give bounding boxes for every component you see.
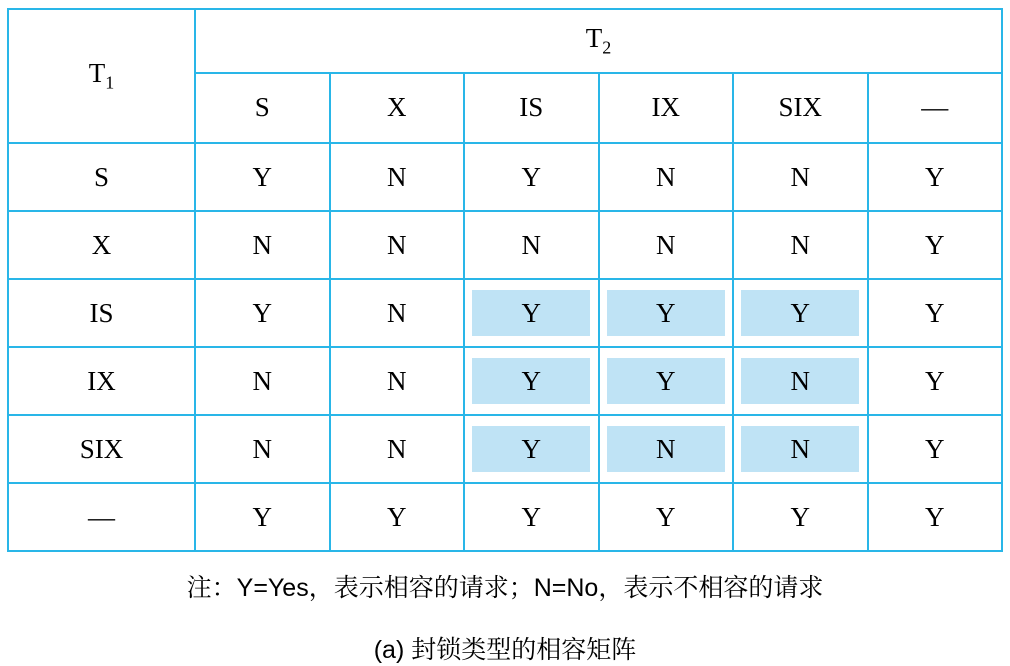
cell-none-none: Y [868,483,1003,551]
cell-s-x: N [330,143,465,211]
cell-x-s: N [195,211,330,279]
cell-is-is [464,279,599,347]
highlighted-value: Y [741,290,859,336]
cell-ix-none: Y [868,347,1003,415]
table-row [8,211,1002,279]
cell-none-is: Y [464,483,599,551]
cell-six-six [733,415,868,483]
lock-compatibility-matrix [7,8,1003,552]
cell-ix-s: N [195,347,330,415]
cell-ix-x: N [330,347,465,415]
cell-is-none: Y [868,279,1003,347]
column-header-none: — [868,73,1003,143]
cell-x-none: Y [868,211,1003,279]
cell-six-s: N [195,415,330,483]
highlighted-value: Y [607,358,725,404]
cell-six-x: N [330,415,465,483]
column-axis-label-subscript: 2 [602,37,612,58]
column-header-is: IS [464,73,599,143]
cell-x-x: N [330,211,465,279]
column-header-six: SIX [733,73,868,143]
cell-ix-ix [599,347,734,415]
row-axis-label-subscript: 1 [105,72,115,93]
highlighted-value: Y [607,290,725,336]
cell-six-none: Y [868,415,1003,483]
row-header-x: X [8,211,195,279]
cell-six-is [464,415,599,483]
column-axis-label: T [585,23,603,54]
highlighted-value: N [741,358,859,404]
cell-is-x: N [330,279,465,347]
table-row [8,279,1002,347]
highlighted-value: Y [472,426,590,472]
cell-none-ix: Y [599,483,734,551]
row-header-none: — [8,483,195,551]
cell-x-six: N [733,211,868,279]
cell-is-s: Y [195,279,330,347]
highlighted-value: Y [472,358,590,404]
cell-none-x: Y [330,483,465,551]
column-header-s: S [195,73,330,143]
row-axis-label: T [88,58,106,89]
matrix-header-row-top [8,9,1002,73]
row-header-s: S [8,143,195,211]
cell-x-ix: N [599,211,734,279]
cell-x-is: N [464,211,599,279]
column-header-ix: IX [599,73,734,143]
table-row [8,483,1002,551]
highlighted-value: N [607,426,725,472]
column-header-x: X [330,73,465,143]
cell-ix-is [464,347,599,415]
cell-six-ix [599,415,734,483]
table-row [8,347,1002,415]
row-header-is: IS [8,279,195,347]
cell-is-six [733,279,868,347]
highlighted-value: N [741,426,859,472]
row-header-ix: IX [8,347,195,415]
legend-note: 注：Y=Yes，表示相容的请求；N=No，表示不相容的请求 [186,574,824,602]
matrix-body [8,9,1002,551]
cell-ix-six [733,347,868,415]
cell-s-is: Y [464,143,599,211]
cell-s-ix: N [599,143,734,211]
cell-s-s: Y [195,143,330,211]
table-row [8,143,1002,211]
cell-none-s: Y [195,483,330,551]
corner-header-cell [8,9,195,143]
cell-is-ix [599,279,734,347]
cell-s-none: Y [868,143,1003,211]
highlighted-value: Y [472,290,590,336]
table-row [8,415,1002,483]
cell-s-six: N [733,143,868,211]
column-axis-header-cell [195,9,1002,73]
cell-none-six: Y [733,483,868,551]
row-header-six: SIX [8,415,195,483]
figure-caption: (a) 封锁类型的相容矩阵 [373,636,637,664]
